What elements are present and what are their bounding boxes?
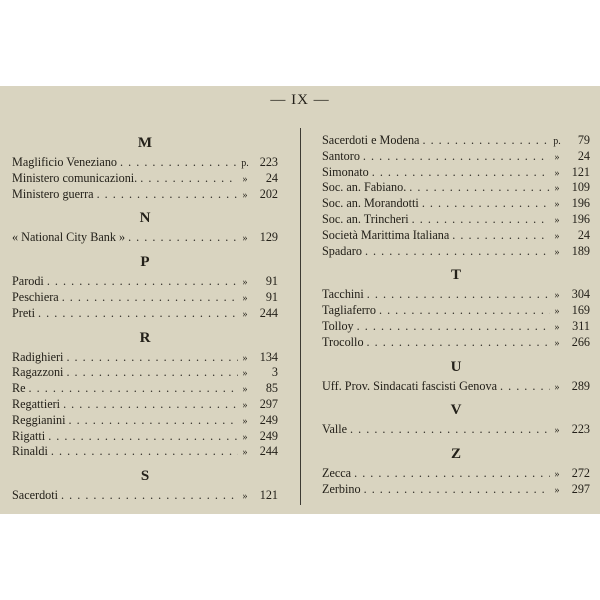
page-marker: » bbox=[554, 290, 560, 302]
dot-leader bbox=[497, 379, 550, 395]
entry-page-number: 85 bbox=[265, 381, 278, 396]
dot-leader bbox=[63, 350, 238, 366]
entry-name: « National City Bank » bbox=[12, 230, 126, 245]
entry-page-number: 109 bbox=[571, 180, 590, 195]
section-letter: T bbox=[450, 267, 461, 284]
index-entry bbox=[322, 180, 590, 196]
entry-page-number: 311 bbox=[572, 318, 590, 333]
dot-leader bbox=[347, 422, 550, 438]
dot-leader bbox=[364, 335, 550, 351]
page-marker: » bbox=[554, 381, 560, 393]
dot-leader bbox=[361, 482, 550, 498]
dot-leader bbox=[59, 290, 238, 306]
page-marker: » bbox=[554, 183, 560, 195]
entry-page-number: 91 bbox=[265, 274, 278, 289]
page-marker: » bbox=[242, 399, 248, 411]
column-divider bbox=[300, 128, 301, 505]
section-letter: R bbox=[139, 329, 151, 346]
entry-name: Re bbox=[12, 381, 26, 396]
entry-page-number: 121 bbox=[571, 164, 590, 179]
dot-leader bbox=[406, 180, 550, 196]
dot-leader bbox=[26, 381, 238, 397]
section-letter: U bbox=[450, 358, 462, 375]
page-marker: » bbox=[242, 173, 248, 185]
entry-name: Soc. an. Fabiano. bbox=[322, 180, 407, 195]
dot-leader bbox=[409, 212, 550, 228]
entry-page-number: 79 bbox=[577, 133, 590, 147]
section-letter: P bbox=[140, 254, 150, 271]
entry-name: Radighieri bbox=[12, 349, 64, 364]
entry-name: Reggianini bbox=[12, 412, 66, 427]
index-entry bbox=[322, 319, 590, 335]
entry-page-number: 129 bbox=[259, 230, 278, 245]
index-entry bbox=[12, 274, 278, 290]
section-letter: M bbox=[137, 135, 153, 151]
entry-name: Uff. Prov. Sindacati fascisti Genova bbox=[322, 378, 497, 393]
page-marker: » bbox=[242, 491, 248, 503]
dot-leader bbox=[58, 488, 238, 504]
page-marker: » bbox=[554, 199, 560, 211]
entry-page-number: 24 bbox=[265, 170, 278, 185]
entry-name: Rinaldi bbox=[12, 444, 48, 459]
dot-leader bbox=[117, 155, 238, 171]
entry-page-number: 196 bbox=[571, 211, 590, 226]
page-marker: » bbox=[242, 308, 248, 320]
index-entry bbox=[12, 306, 278, 322]
entry-name: Preti bbox=[12, 305, 36, 320]
dot-leader bbox=[419, 133, 550, 149]
page-marker: » bbox=[242, 415, 248, 427]
page-marker: » bbox=[554, 337, 560, 349]
entry-page-number: 202 bbox=[259, 186, 278, 201]
index-entry bbox=[322, 244, 590, 260]
entry-page-number: 121 bbox=[259, 488, 278, 503]
entry-page-number: 249 bbox=[259, 428, 278, 443]
page-marker: » bbox=[242, 431, 248, 443]
page-marker: » bbox=[242, 292, 248, 304]
entry-name: Sacerdoti bbox=[12, 488, 59, 503]
entry-name: Tagliaferro bbox=[322, 303, 376, 318]
entry-name: Valle bbox=[322, 422, 348, 437]
entry-name: Soc. an. Morandotti bbox=[322, 196, 419, 211]
dot-leader bbox=[125, 230, 238, 246]
index-entry bbox=[12, 155, 278, 171]
entry-name: Ministero comunicazioni. bbox=[12, 170, 138, 185]
entry-name: Soc. an. Trincheri bbox=[322, 211, 409, 226]
entry-page-number: 289 bbox=[571, 378, 590, 393]
entry-name: Regattieri bbox=[12, 396, 61, 411]
page-marker: » bbox=[554, 469, 560, 481]
page-number: — IX — bbox=[270, 92, 330, 108]
entry-name: Società Marittima Italiana bbox=[322, 227, 450, 242]
page-marker: » bbox=[242, 384, 248, 396]
page-marker: p. bbox=[241, 158, 249, 169]
index-entry bbox=[322, 482, 590, 498]
section-letter: V bbox=[450, 402, 462, 419]
page-marker: p. bbox=[553, 136, 561, 147]
page-marker: » bbox=[242, 352, 248, 364]
index-entry bbox=[12, 171, 278, 187]
index-column-left bbox=[12, 133, 278, 504]
index-entry bbox=[12, 187, 278, 203]
entry-page-number: 169 bbox=[571, 303, 590, 318]
index-entry bbox=[322, 287, 590, 303]
entry-page-number: 223 bbox=[571, 422, 590, 437]
dot-leader bbox=[94, 187, 238, 203]
dot-leader bbox=[60, 397, 238, 413]
index-entry bbox=[322, 133, 590, 149]
page-marker: » bbox=[554, 321, 560, 333]
entry-page-number: 24 bbox=[577, 148, 590, 163]
dot-leader bbox=[360, 149, 550, 165]
page-marker: » bbox=[554, 484, 560, 496]
entry-page-number: 297 bbox=[259, 396, 278, 411]
index-column-right bbox=[322, 133, 590, 498]
entry-page-number: 196 bbox=[571, 196, 590, 211]
entry-name: Trocollo bbox=[322, 334, 364, 349]
index-entry bbox=[322, 303, 590, 319]
entry-name: Tolloy bbox=[322, 318, 354, 333]
dot-leader bbox=[449, 228, 550, 244]
dot-leader bbox=[44, 274, 238, 290]
entry-name: Simonato bbox=[322, 164, 369, 179]
page-marker: » bbox=[554, 230, 560, 242]
entry-name: Maglificio Veneziano bbox=[12, 155, 118, 169]
entry-page-number: 134 bbox=[259, 349, 278, 364]
dot-leader bbox=[351, 466, 550, 482]
dot-leader bbox=[65, 413, 238, 429]
entry-page-number: 297 bbox=[571, 481, 590, 496]
dot-leader bbox=[369, 165, 550, 181]
dot-leader bbox=[362, 244, 550, 260]
entry-name: Ragazzoni bbox=[12, 365, 64, 380]
entry-page-number: 249 bbox=[259, 412, 278, 427]
page-marker: » bbox=[554, 425, 560, 437]
index-entry bbox=[322, 196, 590, 212]
entry-page-number: 266 bbox=[571, 334, 590, 349]
index-entry bbox=[12, 381, 278, 397]
page-marker: » bbox=[554, 151, 560, 163]
dot-leader bbox=[63, 365, 238, 381]
page-marker: » bbox=[554, 167, 560, 179]
entry-page-number: 91 bbox=[265, 289, 278, 304]
index-entry bbox=[322, 149, 590, 165]
dot-leader bbox=[35, 306, 238, 322]
entry-page-number: 189 bbox=[571, 243, 590, 258]
dot-leader bbox=[137, 171, 238, 187]
index-entry bbox=[12, 230, 278, 246]
index-entry bbox=[12, 488, 278, 504]
index-entry bbox=[12, 429, 278, 445]
entry-name: Zerbino bbox=[322, 481, 361, 496]
entry-page-number: 244 bbox=[259, 305, 278, 320]
index-entry bbox=[12, 444, 278, 460]
entry-page-number: 304 bbox=[571, 287, 590, 302]
index-entry bbox=[322, 466, 590, 482]
entry-name: Rigatti bbox=[12, 428, 46, 443]
entry-page-number: 244 bbox=[259, 444, 278, 459]
page-marker: » bbox=[242, 277, 248, 289]
dot-leader bbox=[45, 429, 238, 445]
entry-name: Spadaro bbox=[322, 243, 362, 258]
page-marker: » bbox=[554, 306, 560, 318]
dot-leader bbox=[376, 303, 550, 319]
entry-name: Sacerdoti e Modena bbox=[322, 133, 420, 147]
section-letter: S bbox=[140, 468, 150, 485]
index-entry bbox=[322, 422, 590, 438]
index-entry bbox=[322, 165, 590, 181]
page-marker: » bbox=[242, 368, 248, 380]
index-entry bbox=[12, 413, 278, 429]
entry-name: Santoro bbox=[322, 148, 360, 163]
entry-name: Parodi bbox=[12, 274, 44, 289]
dot-leader bbox=[354, 319, 550, 335]
index-entry bbox=[12, 290, 278, 306]
index-entry bbox=[12, 397, 278, 413]
page-marker: » bbox=[242, 233, 248, 245]
page-marker: » bbox=[554, 246, 560, 258]
dot-leader bbox=[364, 287, 550, 303]
dot-leader bbox=[48, 444, 238, 460]
entry-name: Peschiera bbox=[12, 289, 59, 304]
entry-page-number: 223 bbox=[259, 155, 278, 169]
entry-name: Ministero guerra bbox=[12, 186, 94, 201]
entry-page-number: 3 bbox=[271, 365, 278, 380]
entry-page-number: 272 bbox=[571, 466, 590, 481]
section-letter: Z bbox=[450, 446, 461, 463]
dot-leader bbox=[419, 196, 550, 212]
page-marker: » bbox=[242, 447, 248, 459]
entry-name: Tacchini bbox=[322, 287, 364, 302]
section-letter: N bbox=[139, 210, 151, 227]
index-entry bbox=[12, 365, 278, 381]
entry-page-number: 24 bbox=[577, 227, 590, 242]
entry-name: Zecca bbox=[322, 466, 352, 481]
index-entry bbox=[322, 228, 590, 244]
page-marker: » bbox=[554, 214, 560, 226]
index-entry bbox=[322, 379, 590, 395]
index-entry bbox=[322, 335, 590, 351]
index-entry bbox=[12, 350, 278, 366]
index-entry bbox=[322, 212, 590, 228]
page-marker: » bbox=[242, 189, 248, 201]
